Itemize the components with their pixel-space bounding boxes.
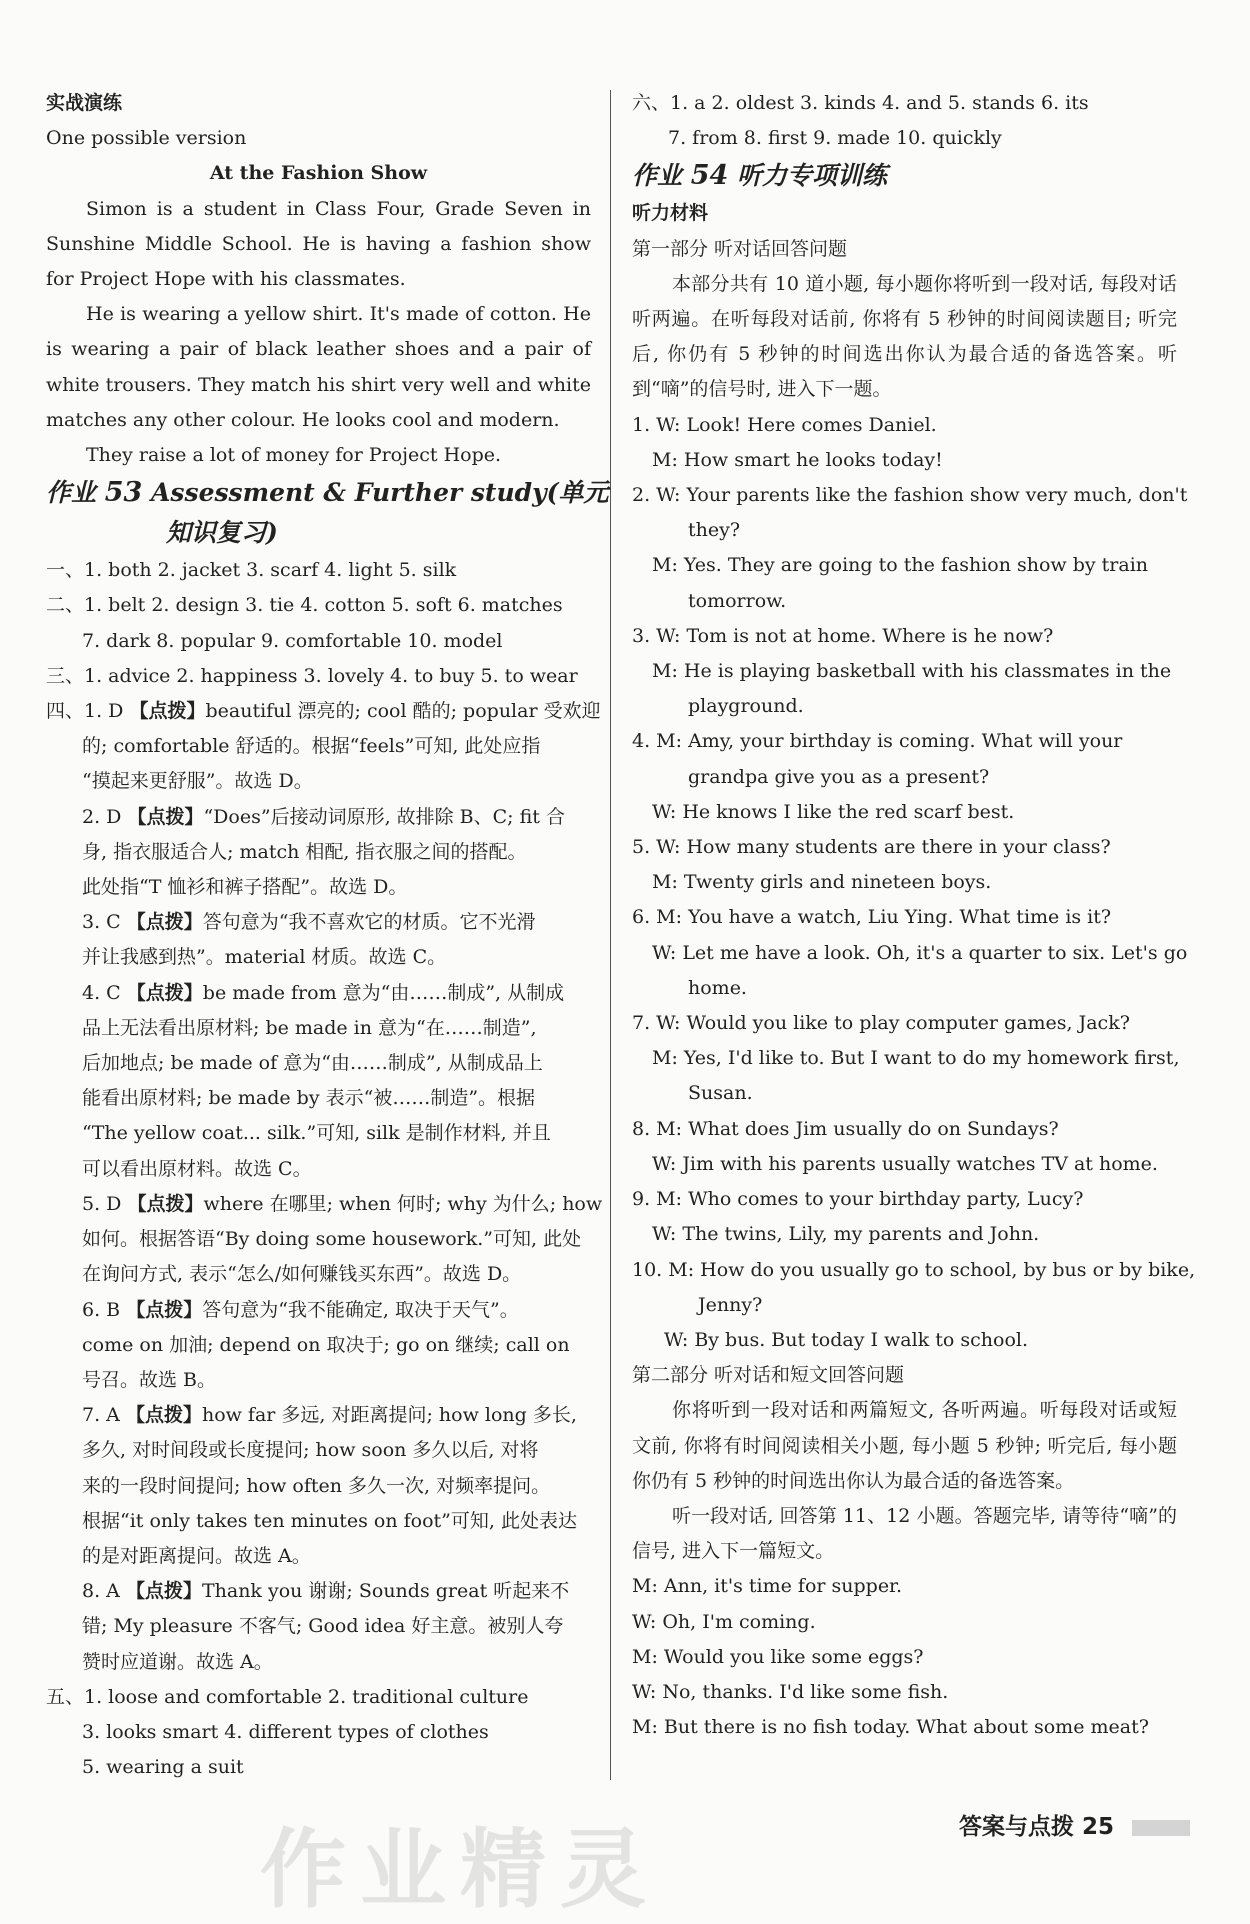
answer-item	[46, 1574, 591, 1680]
essay-paragraph: Simon is a student in Class Four, Grade Seven in Sunshine Middle School. He is having a fashion show for Project Hope with his classmates.	[46, 197, 591, 291]
part2-title: 第二部分 听对话和短文回答问题	[632, 1364, 905, 1387]
dialog-line: M: But there is no fish today. What about some meat?	[632, 1716, 1149, 1739]
dialog-line: 5. W: How many students are there in your class?	[632, 836, 1111, 859]
footer-label: 答案与点拨	[958, 1814, 1074, 1840]
part1-title: 第一部分 听对话回答问题	[632, 237, 848, 260]
dialog-item	[632, 1182, 1177, 1252]
tip-text: 来的一段时间提问; how often 多久一次, 对频率提问。	[82, 1474, 551, 1497]
tip-tag: 【点拨】	[125, 1580, 202, 1603]
dialog-line: 10. M: How do you usually go to school, by bus or by bike,	[632, 1258, 1196, 1281]
homework-title: Assessment & Further study(单元	[151, 478, 609, 508]
answer-item	[46, 976, 591, 1187]
dialog-line: W: Jim with his parents usually watches TV at home.	[652, 1152, 1158, 1175]
tip-text: 的; comfortable 舒适的。根据“feels”可知, 此处应指	[82, 735, 541, 758]
answer-item	[46, 1293, 591, 1399]
answer-line: 五、1. loose and comfortable 2. traditional culture	[46, 1685, 529, 1708]
answer-number: 5. D	[82, 1192, 122, 1215]
answer-item	[46, 905, 591, 975]
conversation	[632, 1569, 1177, 1745]
tip-text: 能看出原材料; be made by 表示“被……制造”。根据	[82, 1087, 536, 1110]
answer-item	[46, 694, 601, 800]
tip-text: 赞时应道谢。故选 A。	[82, 1650, 273, 1673]
tip-tag: 【点拨】	[126, 1298, 203, 1321]
dialog-line: 3. W: Tom is not at home. Where is he now?	[632, 624, 1054, 647]
dialog-line: M: Yes, I'd like to. But I want to do my homework first,	[652, 1047, 1180, 1070]
tip-text: be made from 意为“由……制成”, 从制成	[202, 981, 565, 1004]
tip-tag: 【点拨】	[126, 981, 203, 1004]
dialog-line: 1. W: Look! Here comes Daniel.	[632, 413, 937, 436]
tip-text: “Does”后接动词原形, 故排除 B、C; fit 合	[203, 805, 565, 828]
column-divider	[610, 90, 611, 1780]
dialog-line: 6. M: You have a watch, Liu Ying. What time is it?	[632, 906, 1112, 929]
dialog-line: tomorrow.	[688, 589, 787, 612]
tip-text: 身, 指衣服适合人; match 相配, 指衣服之间的搭配。	[82, 840, 527, 863]
dialog-list	[632, 408, 1196, 1358]
tip-tag: 【点拨】	[129, 700, 206, 723]
answer-line: 三、1. advice 2. happiness 3. lovely 4. to buy 5. to wear	[46, 664, 578, 687]
dialog-line: 7. W: Would you like to play computer games, Jack?	[632, 1012, 1130, 1035]
dialog-item	[632, 478, 1188, 619]
dialog-item	[632, 1253, 1196, 1359]
tip-tag: 【点拨】	[127, 1192, 204, 1215]
tip-text: 答句意为“我不能确定, 取决于天气”。	[202, 1298, 519, 1321]
dialog-line: grandpa give you as a present?	[688, 765, 990, 788]
tip-text: 号召。故选 B。	[82, 1368, 217, 1391]
dialog-item	[632, 408, 1177, 478]
section-4-answers	[46, 694, 603, 1680]
tip-text: 品上无法看出原材料; be made in 意为“在……制造”,	[82, 1016, 537, 1039]
tip-text: 后加地点; be made of 意为“由……制成”, 从制成品上	[82, 1052, 543, 1075]
dialog-line: W: No, thanks. I'd like some fish.	[632, 1680, 949, 1703]
homework-prefix: 作业	[632, 161, 683, 191]
dialog-line: Susan.	[688, 1082, 753, 1105]
part2-intro-2: 听一段对话, 回答第 11、12 小题。答题完毕, 请等待“嘀”的信号, 进入下一篇短文。	[632, 1504, 1177, 1563]
dialog-line: playground.	[688, 695, 804, 718]
tip-text: 答句意为“我不喜欢它的材质。它不光滑	[202, 911, 536, 934]
answer-number: 6. B	[82, 1298, 121, 1321]
tip-text: 如何。根据答语“By doing some housework.”可知, 此处	[82, 1228, 582, 1251]
dialog-item	[632, 900, 1188, 1006]
homework-number: 54	[690, 160, 729, 192]
answer-line: 3. looks smart 4. different types of clothes	[82, 1720, 489, 1743]
homework-53-heading-cont: 知识复习)	[166, 518, 278, 548]
practice-title: 实战演练	[46, 92, 123, 114]
dialog-line: M: Twenty girls and nineteen boys.	[652, 871, 992, 894]
dialog-line: M: Yes. They are going to the fashion show by train	[652, 554, 1149, 577]
dialog-line: 9. M: Who comes to your birthday party, Lucy?	[632, 1188, 1084, 1211]
homework-title: 听力专项训练	[737, 161, 888, 191]
dialog-line: 8. M: What does Jim usually do on Sundays?	[632, 1117, 1059, 1140]
answer-number: 2. D	[82, 805, 122, 828]
right-column	[632, 86, 1196, 1745]
left-column	[46, 86, 609, 1785]
tip-text: where 在哪里; when 何时; why 为什么; how	[203, 1192, 603, 1215]
tip-text: 错; My pleasure 不客气; Good idea 好主意。被别人夸	[82, 1615, 564, 1638]
dialog-line: 2. W: Your parents like the fashion show very much, don't	[632, 484, 1188, 507]
homework-number: 53	[104, 477, 143, 509]
tip-tag: 【点拨】	[127, 805, 204, 828]
essay-paragraph: They raise a lot of money for Project Hope.	[86, 444, 502, 467]
homework-53-heading	[46, 473, 609, 513]
dialog-item	[632, 1112, 1177, 1182]
tip-text: 的是对距离提问。故选 A。	[82, 1544, 311, 1567]
homework-54-heading	[632, 156, 1177, 196]
dialog-line: W: Let me have a look. Oh, it's a quarter to six. Let's go	[652, 941, 1188, 964]
tip-tag: 【点拨】	[126, 911, 203, 934]
tip-text: 在询问方式, 表示“怎么/如何赚钱买东西”。故选 D。	[82, 1263, 522, 1286]
dialog-line: 4. M: Amy, your birthday is coming. What will your	[632, 730, 1123, 753]
tip-text: 并让我感到热”。material 材质。故选 C。	[82, 946, 447, 969]
essay-title: At the Fashion Show	[209, 162, 428, 185]
answer-line: 7. dark 8. popular 9. comfortable 10. model	[82, 629, 503, 652]
answer-line: 7. from 8. first 9. made 10. quickly	[668, 127, 1002, 150]
dialog-line: W: By bus. But today I walk to school.	[664, 1328, 1028, 1351]
footer-bar	[1132, 1820, 1190, 1836]
tip-text: 多久, 对时间段或长度提问; how soon 多久以后, 对将	[82, 1439, 539, 1462]
tip-text: beautiful 漂亮的; cool 酷的; popular 受欢迎	[205, 700, 601, 723]
tip-text: “摸起来更舒服”。故选 D。	[82, 770, 313, 793]
page-footer	[959, 1808, 1190, 1841]
part2-intro: 你将听到一段对话和两篇短文, 各听两遍。听每段对话或短文前, 你将有时间阅读相关小题, 每小题 5 秒钟; 听完后, 每小题你仍有 5 秒钟的时间选出你认为最合适的备选答案。	[632, 1399, 1177, 1492]
homework-prefix: 作业	[46, 478, 97, 508]
tip-text: 根据“it only takes ten minutes on foot”可知, 此处表达	[82, 1509, 577, 1532]
dialog-line: home.	[688, 976, 747, 999]
answer-item	[46, 1398, 591, 1574]
dialog-item	[632, 619, 1177, 725]
answer-item	[46, 800, 591, 906]
answer-line: 六、1. a 2. oldest 3. kinds 4. and 5. stands 6. its	[632, 92, 1089, 114]
dialog-line: Jenny?	[698, 1293, 763, 1316]
tip-text: come on 加油; depend on 取决于; go on 继续; call on	[82, 1333, 570, 1356]
tip-text: 可以看出原材料。故选 C。	[82, 1157, 312, 1180]
answer-number: 8. A	[82, 1580, 120, 1603]
essay-paragraph: He is wearing a yellow shirt. It's made of cotton. He is wearing a pair of black leather shoes and a pair of white trousers. They match his shirt very well and white matches any other colour. He looks cool and modern.	[46, 303, 591, 431]
dialog-line: M: He is playing basketball with his classmates in the	[652, 660, 1172, 683]
dialog-line: M: How smart he looks today!	[652, 448, 943, 471]
dialog-line: M: Would you like some eggs?	[632, 1645, 924, 1668]
watermark: 作业精灵	[260, 1820, 660, 1920]
tip-text: 此处指“T 恤衫和裤子搭配”。故选 D。	[82, 876, 408, 899]
dialog-item	[632, 1006, 1180, 1112]
tip-text: “The yellow coat... silk.”可知, silk 是制作材料, 并且	[82, 1122, 551, 1145]
answer-number: 7. A	[82, 1404, 120, 1427]
answer-number: 四、1. D	[46, 700, 124, 723]
answer-item	[46, 1187, 603, 1293]
dialog-line: they?	[688, 519, 741, 542]
dialog-item	[632, 724, 1177, 830]
dialog-line: W: The twins, Lily, my parents and John.	[652, 1223, 1040, 1246]
material-label: 听力材料	[632, 202, 709, 225]
dialog-line: M: Ann, it's time for supper.	[632, 1575, 903, 1598]
answer-number: 4. C	[82, 981, 121, 1004]
part1-intro: 本部分共有 10 道小题, 每小题你将听到一段对话, 每段对话听两遍。在听每段对话前, 你将有 5 秒钟的时间阅读题目; 听完后, 你仍有 5 秒钟的时间选出你认为最合适的备选答案。听到“嘀”的信号时, 进入下一题。	[632, 272, 1177, 401]
dialog-line: W: Oh, I'm coming.	[632, 1610, 816, 1633]
answer-line: 5. wearing a suit	[82, 1756, 244, 1779]
tip-tag: 【点拨】	[125, 1404, 202, 1427]
version-label: One possible version	[46, 127, 247, 150]
page-number: 25	[1081, 1814, 1114, 1840]
dialog-item	[632, 830, 1177, 900]
answer-line: 一、1. both 2. jacket 3. scarf 4. light 5. silk	[46, 559, 457, 582]
dialog-line: W: He knows I like the red scarf best.	[652, 800, 1015, 823]
answer-number: 3. C	[82, 911, 121, 934]
answer-line: 二、1. belt 2. design 3. tie 4. cotton 5. soft 6. matches	[46, 594, 563, 617]
tip-text: Thank you 谢谢; Sounds great 听起来不	[201, 1580, 570, 1603]
tip-text: how far 多远, 对距离提问; how long 多长,	[201, 1404, 577, 1427]
